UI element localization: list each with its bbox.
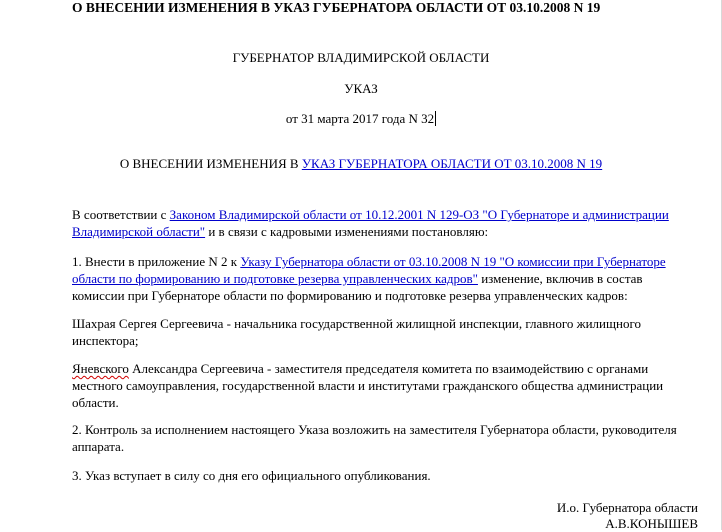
spellcheck-surname: Яневского: [72, 361, 129, 376]
document-type: УКАЗ: [344, 81, 378, 96]
subject-decree-link[interactable]: УКАЗ ГУБЕРНАТОРА ОБЛАСТИ ОТ 03.10.2008 N 19: [301, 156, 603, 171]
signature-name: А.В.КОНЫШЕВ: [605, 516, 698, 531]
subject-prefix: О ВНЕСЕНИИ ИЗМЕНЕНИЯ В: [119, 156, 302, 171]
text-cursor: [435, 111, 436, 126]
member-2-paragraph: [72, 360, 697, 411]
subject-heading: [0, 156, 722, 172]
preamble-suffix: и в связи с кадровыми изменениями постановляю:: [205, 224, 489, 239]
item-1-suffix: изменение, включив в состав комиссии при Губернаторе области по формированию и подготовке резерва управленческих кадров:: [72, 271, 643, 303]
date-number-text: от 31 марта 2017 года N 32: [285, 111, 435, 126]
law-link[interactable]: Законом Владимирской области от 10.12.2001 N 129-ОЗ "О Губернаторе и администрации Владимирской области": [72, 207, 669, 239]
decree-link[interactable]: Указу Губернатора области от 03.10.2008 N 19 "О комиссии при Губернаторе области по формированию и подготовке резерва управленческих кадров": [72, 254, 666, 286]
member-2-rest: Александра Сергеевича - заместителя председателя комитета по взаимодействию с органами местного самоуправления, государственной власти и институтами гражданского общества администрации области.: [72, 361, 664, 410]
date-number: [0, 111, 722, 127]
item-3-paragraph: 3. Указ вступает в силу со дня его официального опубликования.: [72, 468, 431, 483]
document-title: О ВНЕСЕНИИ ИЗМЕНЕНИЯ В УКАЗ ГУБЕРНАТОРА ОБЛАСТИ ОТ 03.10.2008 N 19: [72, 0, 601, 15]
item-1-paragraph: [72, 253, 697, 304]
preamble-prefix: В соответствии с: [72, 207, 170, 222]
authority-heading: ГУБЕРНАТОР ВЛАДИМИРСКОЙ ОБЛАСТИ: [232, 50, 490, 65]
signature-position: И.о. Губернатора области: [556, 500, 698, 515]
preamble-paragraph: [72, 206, 697, 240]
item-1-prefix: 1. Внести в приложение N 2 к: [72, 254, 241, 269]
item-2-paragraph: 2. Контроль за исполнением настоящего Указа возложить на заместителя Губернатора области, руководителя аппарата.: [72, 422, 677, 454]
member-1-paragraph: Шахрая Сергея Сергеевича - начальника государственной жилищной инспекции, главного жилищного инспектора;: [72, 316, 641, 348]
